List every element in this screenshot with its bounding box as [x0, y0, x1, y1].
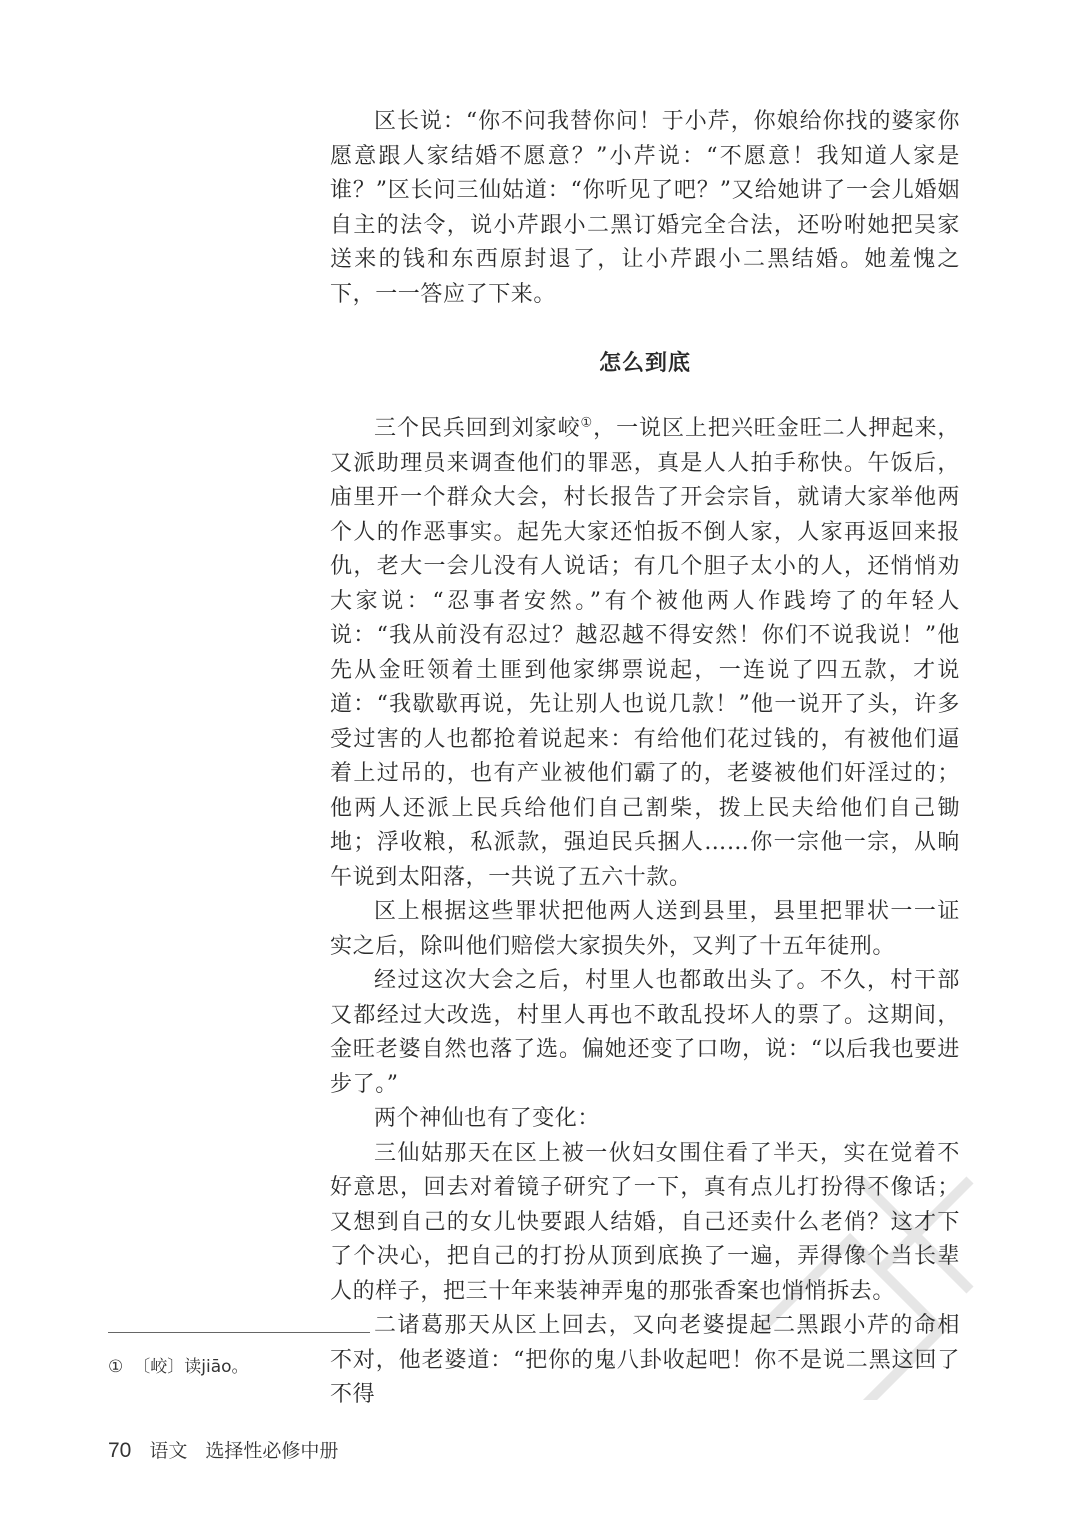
footnote-number: ①	[108, 1357, 124, 1377]
footnote-divider	[108, 1332, 370, 1333]
paragraph: 二诸葛那天从区上回去，又向老婆提起二黑跟小芹的命相不对，他老婆道：“把你的鬼八卦收起吧！你不是说二黑这回了不得	[330, 1313, 960, 1407]
footnote	[108, 1352, 249, 1377]
paragraph: 区长说：“你不问我替你问！于小芹，你娘给你找的婆家你愿意跟人家结婚不愿意？”小芹说：“不愿意！我知道人家是谁？”区长问三仙姑道：“你听见了吧？”又给她讲了一会儿婚姻自主的法令，说小芹跟小二黑订婚完全合法，还吩咐她把吴家送来的钱和东西原封退了，让小芹跟小二黑结婚。她羞愧之下，一一答应了下来。	[330, 109, 960, 307]
page-number: 70	[108, 1439, 132, 1462]
footnote-text: 读jiāo。	[184, 1357, 249, 1377]
book-subject: 语文	[149, 1440, 188, 1462]
section-heading: 怎么到底	[598, 351, 691, 376]
footnote-marker: ①	[580, 415, 594, 431]
paragraph: 三仙姑那天在区上被一伙妇女围住看了半天，实在觉着不好意思，回去对着镜子研究了一下，真有点儿打扮得不像话；又想到自己的女儿快要跟人结婚，自己还卖什么老俏？这才下了个决心，把自己的打扮从顶到底换了一遍，弄得像个当长辈人的样子，把三十年来装神弄鬼的那张香案也悄悄拆去。	[330, 1140, 960, 1304]
paragraph: 两个神仙也有了变化：	[374, 1106, 601, 1131]
page-footer	[108, 1436, 338, 1463]
opening-paragraph-block	[330, 105, 960, 312]
paragraph	[330, 412, 960, 895]
paragraph-text: ，一说区上把兴旺金旺二人押起来，又派助理员来调查他们的罪恶，真是人人拍手称快。午饭后，庙里开一个群众大会，村长报告了开会宗旨，就请大家举他两个人的作恶事实。起先大家还怕扳不倒人家，人家再返回来报仇，老大一会儿没有人说话；有几个胆子太小的人，还悄悄劝大家说：“忍事者安然。”有个被他两人作践垮了的年轻人说：“我从前没有忍过？越忍越不得安然！你们不说我说！”他先从金旺领着土匪到他家绑票说起，一连说了四五款，才说道：“我歇歇再说，先让别人也说几款！”他一说开了头，许多受过害的人也都抢着说起来：有给他们花过钱的，有被他们逼着上过吊的，也有产业被他们霸了的，老婆被他们奸淫过的；他两人还派上民兵给他们自己割柴，拨上民夫给他们自己锄地；浮收粮，私派款，强迫民兵捆人……你一宗他一宗，从晌午说到太阳落，一共说了五六十款。	[330, 416, 960, 890]
paragraph-text: 三个民兵回到刘家峧	[374, 416, 581, 441]
section-body	[330, 412, 960, 1413]
paragraph: 区上根据这些罪状把他两人送到县里，县里把罪状一一证实之后，除叫他们赔偿大家损失外，又判了十五年徒刑。	[330, 899, 960, 959]
paragraph: 经过这次大会之后，村里人也都敢出头了。不久，村干部又都经过大改选，村里人再也不敢乱投坏人的票了。这期间，金旺老婆自然也落了选。偏她还变了口吻，说：“以后我也要进步了。”	[330, 968, 960, 1097]
footnote-term: 〔峧〕	[133, 1357, 185, 1377]
book-volume: 选择性必修中册	[205, 1440, 339, 1462]
